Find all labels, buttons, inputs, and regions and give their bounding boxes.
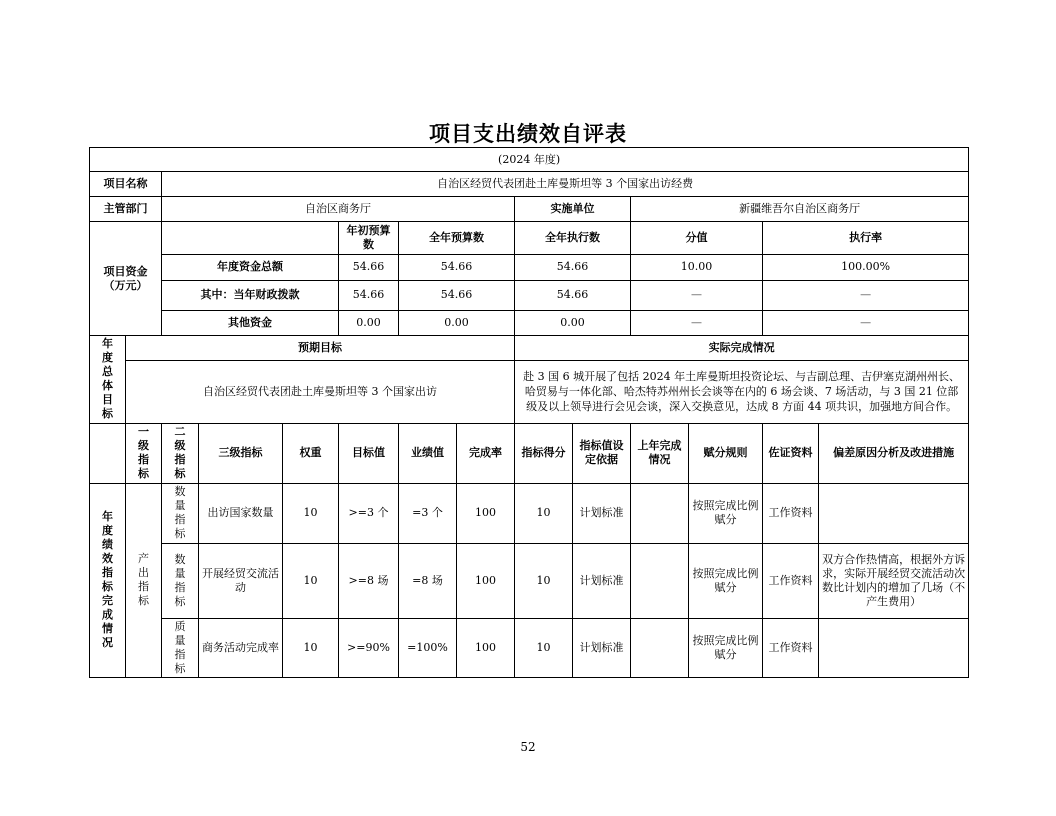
funds-cell: 0.00 [339,310,399,335]
funds-cell: 54.66 [339,254,399,280]
score-cell: 10 [515,544,573,618]
page-number: 52 [520,740,536,754]
evidence-cell: 工作资料 [763,618,819,677]
level2-indicator: 数量指标 [162,544,199,618]
rule-cell: 按照完成比例赋分 [689,544,763,618]
last-year-cell [631,618,689,677]
basis-cell: 计划标准 [573,618,631,677]
indicator-header: 目标值 [339,423,399,483]
target-cell: >=3 个 [339,483,399,543]
indicator-header: 权重 [283,423,339,483]
funds-row [90,280,969,310]
indicators-section-label: 年度绩效指标完成情况 [90,483,126,677]
deviation-cell: 双方合作热情高，根据外方诉求，实际开展经贸交流活动次数比计划内的增加了几场（不产生费用） [819,544,969,618]
funds-cell: — [631,310,763,335]
weight-cell: 10 [283,544,339,618]
funds-row-label: 年度资金总额 [162,254,339,280]
last-year-cell [631,483,689,543]
performance-table [89,147,969,678]
funds-row [90,254,969,280]
level3-indicator: 出访国家数量 [199,483,283,543]
indicator-header: 上年完成情况 [631,423,689,483]
indicator-row [90,618,969,677]
indicator-row [90,483,969,543]
evidence-cell: 工作资料 [763,483,819,543]
funds-cell: 54.66 [515,280,631,310]
funds-header: 全年执行数 [515,222,631,254]
indicator-row [90,544,969,618]
funds-cell: 54.66 [339,280,399,310]
dept-label: 主管部门 [90,197,162,222]
indicator-header: 偏差原因分析及改进措施 [819,423,969,483]
rate-cell: 100 [457,618,515,677]
indicator-header-blank [90,423,126,483]
project-name-label: 项目名称 [90,172,162,197]
weight-cell: 10 [283,483,339,543]
level2-indicator: 数量指标 [162,483,199,543]
funds-cell: 54.66 [399,254,515,280]
target-cell: >=8 场 [339,544,399,618]
funds-cell: 54.66 [515,254,631,280]
funds-row-label: 其中：当年财政拨款 [162,280,339,310]
funds-cell: 0.00 [399,310,515,335]
funds-header-blank [162,222,339,254]
last-year-cell [631,544,689,618]
weight-cell: 10 [283,618,339,677]
funds-cell: — [763,280,969,310]
rule-cell: 按照完成比例赋分 [689,483,763,543]
indicator-header: 佐证资料 [763,423,819,483]
project-name-value: 自治区经贸代表团赴土库曼斯坦等 3 个国家出访经费 [162,172,969,197]
dept-value: 自治区商务厅 [162,197,515,222]
impl-label: 实施单位 [515,197,631,222]
funds-label: 项目资金（万元） [90,222,162,336]
funds-cell: 54.66 [399,280,515,310]
actual-cell: =100% [399,618,457,677]
expected-goal-text: 自治区经贸代表团赴土库曼斯坦等 3 个国家出访 [126,361,515,423]
rate-cell: 100 [457,483,515,543]
actual-result-text: 赴 3 国 6 城开展了包括 2024 年土库曼斯坦投资论坛、与吉副总理、吉伊塞克湖州州长、哈贸易与一体化部、哈杰特苏州州长会谈等在内的 6 场会谈、7 场活动，与 3 国 21 位部级及以上领导进行会见会谈，深入交换意见，达成 8 方面 44 项共识，加强地方间合作。 [515,361,969,423]
funds-header: 分值 [631,222,763,254]
impl-value: 新疆维吾尔自治区商务厅 [631,197,969,222]
funds-row-label: 其他资金 [162,310,339,335]
deviation-cell [819,483,969,543]
level2-indicator: 质量指标 [162,618,199,677]
target-cell: >=90% [339,618,399,677]
actual-result-header: 实际完成情况 [515,336,969,361]
indicator-header: 赋分规则 [689,423,763,483]
funds-header: 年初预算数 [339,222,399,254]
indicator-header: 指标值设定依据 [573,423,631,483]
deviation-cell [819,618,969,677]
actual-cell: =3 个 [399,483,457,543]
rate-cell: 100 [457,544,515,618]
funds-row [90,310,969,335]
level3-indicator: 开展经贸交流活动 [199,544,283,618]
funds-cell: 100.00% [763,254,969,280]
indicator-header: 业绩值 [399,423,457,483]
indicator-header-row [90,423,969,483]
goals-label: 年度总体目标 [90,336,126,423]
score-cell: 10 [515,483,573,543]
expected-goal-header: 预期目标 [126,336,515,361]
indicator-header: 一级指标 [126,423,162,483]
funds-cell: 0.00 [515,310,631,335]
indicator-header: 二级指标 [162,423,199,483]
level1-indicator: 产出指标 [126,483,162,677]
score-cell: 10 [515,618,573,677]
funds-cell: — [631,280,763,310]
indicator-header: 三级指标 [199,423,283,483]
funds-cell: — [763,310,969,335]
indicator-header: 指标得分 [515,423,573,483]
funds-cell: 10.00 [631,254,763,280]
basis-cell: 计划标准 [573,544,631,618]
basis-cell: 计划标准 [573,483,631,543]
form-title: 项目支出绩效自评表 [429,121,627,146]
indicator-header: 完成率 [457,423,515,483]
actual-cell: =8 场 [399,544,457,618]
year-label: (2024 年度) [90,148,969,172]
rule-cell: 按照完成比例赋分 [689,618,763,677]
evidence-cell: 工作资料 [763,544,819,618]
funds-header: 执行率 [763,222,969,254]
funds-header: 全年预算数 [399,222,515,254]
level3-indicator: 商务活动完成率 [199,618,283,677]
